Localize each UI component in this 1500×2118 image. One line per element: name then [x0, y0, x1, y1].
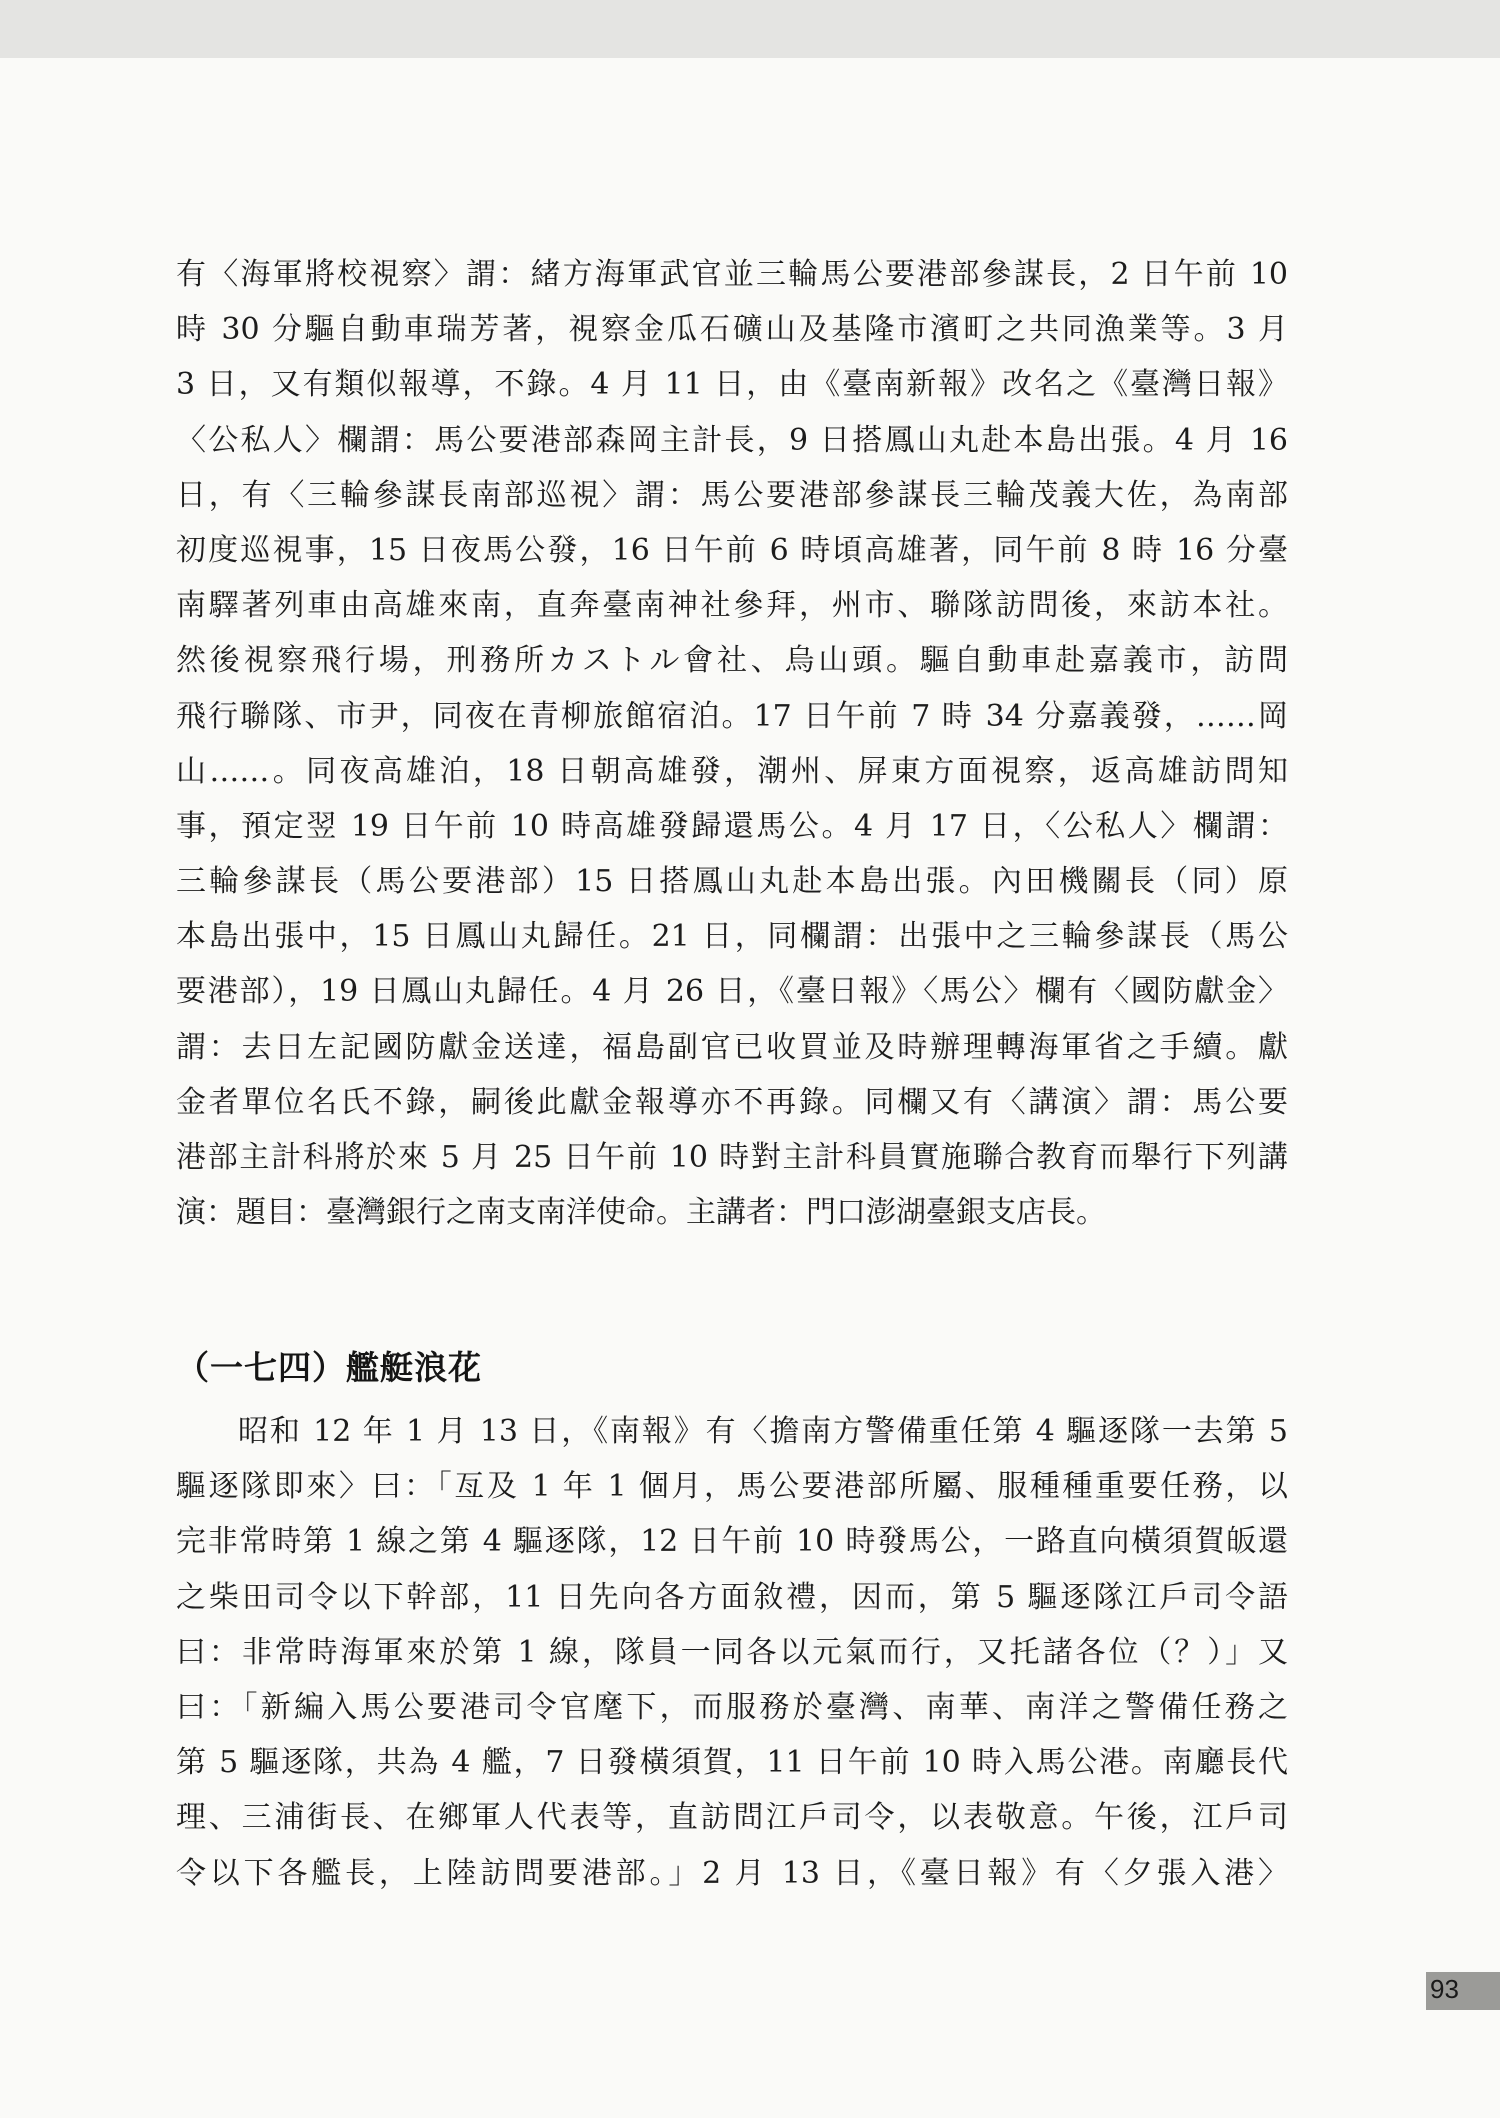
text-line: 然後視察飛行場，刑務所カストル會社、烏山頭。驅自動車赴嘉義市，訪問 [176, 643, 1288, 679]
text-line: 三輪參謀長（馬公要港部）15 日搭鳳山丸赴本島出張。內田機關長（同）原 [176, 864, 1288, 900]
paragraph-1-text [176, 247, 1288, 1240]
paragraph-2 [176, 1404, 1288, 1901]
text-line: 南驛著列車由高雄來南，直奔臺南神社參拜，州市、聯隊訪問後，來訪本社。 [176, 588, 1288, 624]
text-line: 日，有〈三輪參謀長南部巡視〉謂：馬公要港部參謀長三輪茂義大佐，為南部 [176, 477, 1288, 513]
text-line: 〈公私人〉欄謂：馬公要港部森岡主計長，9 日搭鳳山丸赴本島出張。4 月 16 [176, 422, 1288, 458]
text-line: 3 日，又有類似報導，不錄。4 月 11 日，由《臺南新報》改名之《臺灣日報》 [176, 367, 1288, 403]
text-line: 第 5 驅逐隊，共為 4 艦，7 日發橫須賀，11 日午前 10 時入馬公港。南廳長代 [176, 1745, 1288, 1781]
text-line: 本島出張中，15 日鳳山丸歸任。21 日，同欄謂：出張中之三輪參謀長（馬公 [176, 919, 1288, 955]
paragraph-1 [176, 247, 1288, 1240]
text-line: 山……。同夜高雄泊，18 日朝高雄發，潮州、屏東方面視察，返高雄訪問知 [176, 753, 1288, 789]
scan-top-strip [0, 0, 1500, 58]
section-heading: （一七四）艦艇浪花 [176, 1348, 482, 1387]
text-line: 之柴田司令以下幹部，11 日先向各方面敘禮，因而，第 5 驅逐隊江戶司令語 [176, 1579, 1288, 1615]
text-line: 事，預定翌 19 日午前 10 時高雄發歸還馬公。4 月 17 日，〈公私人〉欄謂： [176, 808, 1288, 844]
text-line: 完非常時第 1 線之第 4 驅逐隊，12 日午前 10 時發馬公，一路直向橫須賀皈還 [176, 1524, 1288, 1560]
text-line: 有〈海軍將校視察〉謂：緒方海軍武官並三輪馬公要港部參謀長，2 日午前 10 [176, 257, 1288, 292]
page-number: 93 [1430, 1974, 1459, 2004]
text-line: 演：題目：臺灣銀行之南支南洋使命。主講者：門口澎湖臺銀支店長。 [176, 1195, 1106, 1231]
text-line: 昭和 12 年 1 月 13 日，《南報》有〈擔南方警備重任第 4 驅逐隊一去第 5 [238, 1414, 1288, 1449]
text-line: 驅逐隊即來〉曰：「亙及 1 年 1 個月，馬公要港部所屬、服種種重要任務，以 [176, 1469, 1288, 1505]
text-line: 港部主計科將於來 5 月 25 日午前 10 時對主計科員實施聯合教育而舉行下列講 [176, 1140, 1288, 1175]
text-line: 曰：非常時海軍來於第 1 線，隊員一同各以元氣而行，又托諸各位（？）」又 [176, 1634, 1288, 1670]
text-line: 飛行聯隊、市尹，同夜在青柳旅館宿泊。17 日午前 7 時 34 分嘉義發，……岡 [176, 698, 1288, 734]
text-line: 時 30 分驅自動車瑞芳著，視察金瓜石礦山及基隆市濱町之共同漁業等。3 月 [176, 312, 1288, 348]
text-line: 曰：「新編入馬公要港司令官麾下，而服務於臺灣、南華、南洋之警備任務之 [176, 1689, 1288, 1725]
text-line: 令以下各艦長，上陸訪問要港部。」2 月 13 日，《臺日報》有〈夕張入港〉 [176, 1855, 1288, 1891]
text-line: 要港部），19 日鳳山丸歸任。4 月 26 日，《臺日報》〈馬公〉欄有〈國防獻金〉 [176, 974, 1288, 1010]
text-line: 金者單位名氏不錄，嗣後此獻金報導亦不再錄。同欄又有〈講演〉謂：馬公要 [176, 1084, 1288, 1120]
text-line: 謂：去日左記國防獻金送達，福島副官已收買並及時辦理轉海軍省之手續。獻 [176, 1029, 1288, 1065]
text-line: 理、三浦街長、在鄉軍人代表等，直訪問江戶司令，以表敬意。午後，江戶司 [176, 1800, 1288, 1836]
text-line: 初度巡視事，15 日夜馬公發，16 日午前 6 時頃高雄著，同午前 8 時 16 分臺 [176, 532, 1288, 568]
paragraph-2-text [176, 1404, 1288, 1901]
